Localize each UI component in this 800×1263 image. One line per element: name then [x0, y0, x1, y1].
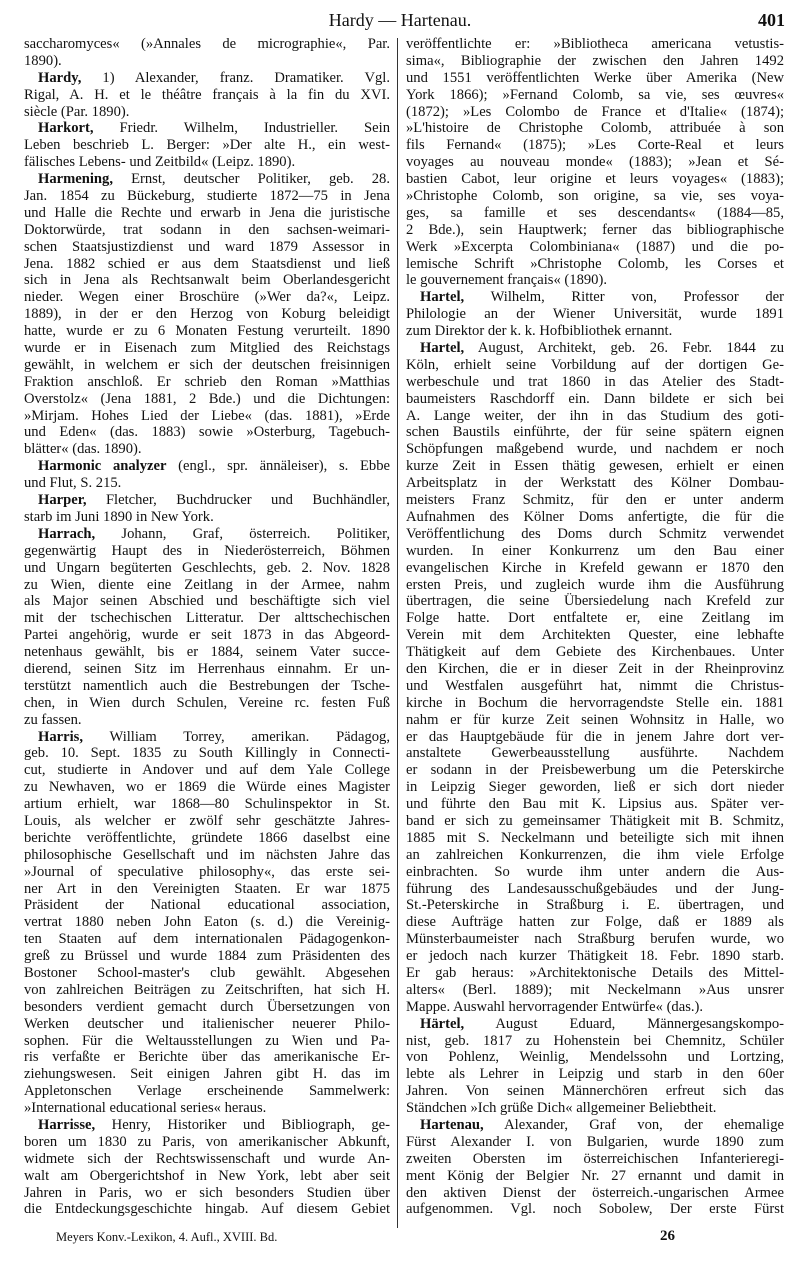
line-text: ges, sa famille et ses descendants« (1884—85, [406, 204, 784, 221]
text-line [406, 104, 784, 121]
entry-first-line [406, 340, 784, 357]
text-line [406, 729, 784, 746]
text-line [24, 137, 390, 154]
line-text: schen Baustils einführte, der für seine spätern eignen [406, 424, 784, 441]
entry-headword: Harrisse, [38, 1117, 96, 1133]
text-line [406, 897, 784, 914]
text-line [24, 1134, 390, 1151]
line-text: 2 Bde.), sein Hauptwerk; ferner das bibliographische [406, 221, 784, 238]
text-line [24, 509, 390, 526]
line-text: den aktiven Dienst der österreich.-ungarischen Armee [406, 1184, 784, 1201]
text-line [406, 53, 784, 70]
text-line [406, 239, 784, 256]
text-line [406, 323, 784, 340]
line-text: und Westfalen ausgeführt hat, nimmt die Christus- [406, 677, 784, 694]
line-text: Thätigkeit auf dem Gebiete des Kirchenbaues. Unter [406, 644, 784, 661]
text-line [406, 256, 784, 273]
line-text: wurden. In einer Konkurrenz um den Bau einer [406, 542, 784, 559]
line-text: werbeschule und trat 1860 in das Atelier des Stadt- [406, 373, 784, 390]
text-line [24, 897, 390, 914]
text-line [406, 593, 784, 610]
text-line [24, 948, 390, 965]
line-text: Fletcher, Buchdrucker und Buchhändler, [86, 492, 390, 509]
line-text: blätter« (das. 1890). [24, 441, 142, 458]
line-text: kurze Zeit in Essen thätig gewesen, erhielt er einen [406, 458, 784, 475]
line-text: Veröffentlichung des Doms durch Schmitz verwendet [406, 525, 784, 542]
text-line [406, 492, 784, 509]
line-text: geb. 10. Sept. 1835 zu South Killingly in Connecti- [24, 745, 390, 762]
text-line [24, 560, 390, 577]
line-text: zum Direktor der k. k. Hofbibliothek ernannt. [406, 323, 673, 340]
line-text: August Eduard, Männergesangskompo- [464, 1015, 784, 1032]
text-line [24, 627, 390, 644]
text-line [24, 1201, 390, 1218]
entry-headword: Harkort, [38, 120, 94, 137]
text-line [406, 712, 784, 729]
text-line [406, 526, 784, 543]
page-number: 401 [758, 10, 785, 30]
entry-headword: Harmonic analyzer [38, 458, 167, 475]
line-text: und Flut, S. 215. [24, 475, 122, 492]
line-text: aufgenommen. Vgl. noch Sobolew, Der erste Fürst [406, 1201, 784, 1218]
text-line [24, 796, 390, 813]
text-line [24, 239, 390, 256]
line-text: berichte veröffentlichte, gründete 1866 daselbst eine [24, 829, 390, 846]
text-line [406, 745, 784, 762]
text-line [24, 695, 390, 712]
line-text: alters« (Berl. 1889); mit Neckelmann »Aus unsrer [406, 981, 784, 998]
line-text: er sodann in der Preisbewerbung um die Peterskirche [406, 762, 784, 779]
line-text: ner Art in den Vereinigten Staaten. Er war 1875 [24, 880, 390, 897]
line-text: Er gab heraus: »Architektonische Details des Mittel- [406, 964, 784, 981]
line-text: wurde er in Eisenach zum Mitglied des Reichstags [24, 340, 390, 357]
text-line [406, 120, 784, 137]
entry-headword: Harris, [38, 728, 83, 745]
running-head: Hardy — Hartenau. [328, 10, 472, 30]
line-text: vertrat 1880 neben John Eaton (s. d.) die Vereinig- [24, 914, 390, 931]
line-text: baumeisters Raschdorff ein. Dann bildete er sich bei [406, 390, 784, 407]
line-text: die Entdeckungsgeschichte hingab. Auf diesem Gebiet [24, 1201, 390, 1218]
entry-first-line [24, 729, 390, 746]
line-text: anstaltete Gewerbeausstellung ausführte. Nachdem [406, 745, 784, 762]
line-text: ment König der Belgier Nr. 27 ernannt und damit in [406, 1167, 784, 1184]
text-line [406, 1201, 784, 1218]
line-text: le gouvernement français« (1890). [406, 272, 607, 289]
line-text: netenhaus gewählt, bis er 1884, seinem Vater succe- [24, 644, 390, 661]
text-line [24, 982, 390, 999]
text-line [406, 948, 784, 965]
text-line [24, 1100, 390, 1117]
line-text: A. Lange weiter, der ihn in das Studium des goti- [406, 407, 784, 424]
line-text: 1889), in der er den Herzog von Koburg beleidigt [24, 306, 390, 323]
text-line [24, 205, 390, 222]
text-line [24, 931, 390, 948]
text-line [406, 982, 784, 999]
text-line [24, 593, 390, 610]
line-text: zu Newhaven, wo er 1869 die Würde eines Magister [24, 779, 390, 796]
line-text: nist, geb. 1817 zu Hohenstein bei Chemnitz, Schüler [406, 1032, 784, 1049]
entry-headword: Hartel, [420, 340, 465, 357]
line-text: und Ungarn begüterten Geschlechts, geb. 2. Nov. 1828 [24, 559, 390, 576]
line-text: Bostoner School-master's club gewählt. Abgesehen [24, 964, 390, 981]
text-line [406, 424, 784, 441]
entry-headword: Harmening, [38, 171, 113, 188]
line-text: Jahren in Paris, wo er sich besonders Studien über [24, 1184, 390, 1201]
text-line [406, 779, 784, 796]
text-line [24, 256, 390, 273]
text-line [24, 779, 390, 796]
line-text: besonders verdient gemacht durch Übersetzungen von [24, 998, 390, 1015]
line-text: St.-Peterskirche in Straßburg i. E. übertragen, und [406, 897, 784, 914]
text-line [406, 695, 784, 712]
text-line [406, 1033, 784, 1050]
text-line [24, 87, 390, 104]
text-line [406, 543, 784, 560]
text-line [24, 154, 390, 171]
entry-first-line [24, 526, 390, 543]
entry-first-line [24, 120, 390, 137]
text-line [24, 712, 390, 729]
text-line [406, 1083, 784, 1100]
text-line [406, 1100, 784, 1117]
line-text: hatte, wurde er zu 6 Monaten Festung verurteilt. 1890 [24, 323, 390, 340]
line-text: Partei angehörig, wurde er seit 1873 in das Abgeord- [24, 627, 390, 644]
line-text: (engl., spr. ännäleiser), s. Ebbe [166, 458, 390, 475]
line-text: meisters Franz Schmitz, für den er unter anderm [406, 492, 784, 509]
text-line [406, 813, 784, 830]
line-text: Friedr. Wilhelm, Industrieller. Sein [93, 120, 390, 137]
text-line [24, 661, 390, 678]
line-text: Mappe. Auswahl hervorragender Entwürfe« (das.). [406, 998, 704, 1015]
entry-headword: Harper, [38, 492, 87, 509]
line-text: Jena. 1882 schied er aus dem Staatsdienst und ließ [24, 255, 390, 272]
line-text: Köln, erhielt seine Vorbildung auf der dortigen Ge- [406, 356, 784, 373]
entry-first-line [406, 1117, 784, 1134]
text-line [406, 205, 784, 222]
text-line [24, 391, 390, 408]
line-text: Alexander, Graf von, der ehemalige [483, 1117, 784, 1133]
text-line [24, 340, 390, 357]
text-line [24, 678, 390, 695]
text-line [406, 830, 784, 847]
line-text: William Torrey, amerikan. Pädagog, [83, 728, 390, 745]
line-text: Johann, Graf, österreich. Politiker, [95, 525, 390, 542]
line-text: Ernst, deutscher Politiker, geb. 28. [113, 171, 390, 188]
entry-first-line [24, 492, 390, 509]
line-text: Werk »Excerpta Colombiniana« (1887) und die po- [406, 238, 784, 255]
line-text: den Kirchen, die er in dieser Zeit in der Rheinprovinz [406, 660, 784, 677]
line-text: ris verfaßte er Berichte über das amerikanische Er- [24, 1049, 390, 1066]
line-text: terstützt namentlich auch die Bestrebungen der Tsche- [24, 677, 390, 694]
line-text: kirche in Bochum die hervorragendste Stelle ein. 1881 [406, 694, 784, 711]
line-text: von Pohlenz, Weinlig, Mendelssohn und Lortzing, [406, 1049, 784, 1066]
line-text: einbrachten. So wurde ihm unter andern die Aus- [406, 863, 784, 880]
line-text: widmete sich der Rechtswissenschaft und wurde An- [24, 1150, 390, 1167]
line-text: er das Hauptgebäude für die in jenem Jahre dort ver- [406, 728, 784, 745]
line-text: Arbeitsplatz in der Werkstatt des Kölner Dombau- [406, 475, 784, 492]
text-line [24, 577, 390, 594]
line-text: Overstolz« (Jena 1881, 2 Bde.) und die Dichtungen: [24, 390, 390, 407]
text-line [24, 1185, 390, 1202]
text-line [406, 441, 784, 458]
line-text: (1872); »Les Colombo de France et d'Italie« (1874); [406, 103, 784, 120]
entry-first-line [24, 171, 390, 188]
line-text: bastien Cabot, leur origine et leurs voyages« (1883); [406, 171, 784, 188]
entry-first-line [24, 1117, 390, 1134]
entry-first-line [24, 458, 390, 475]
line-text: zu fassen. [24, 711, 82, 728]
entry-headword: Hardy, [38, 69, 82, 86]
text-line [24, 1066, 390, 1083]
line-text: und Eden« (das. 1883) sowie »Osterburg, Tagebuch- [24, 424, 390, 441]
text-line [406, 1168, 784, 1185]
line-text: lemische Schrift »Christophe Colomb, les Corses et [406, 255, 784, 272]
line-text: Henry, Historiker und Bibliograph, ge- [95, 1117, 390, 1133]
text-line [406, 171, 784, 188]
text-line [24, 441, 390, 458]
text-line [24, 610, 390, 627]
footer-imprint: Meyers Konv.-Lexikon, 4. Aufl., XVIII. Bd. [56, 1230, 278, 1244]
text-line [24, 999, 390, 1016]
line-text: Jahren. Von seinen Männerchören erfreut sich das [406, 1083, 784, 1100]
entry-headword: Hartenau, [420, 1117, 484, 1133]
text-line [24, 1083, 390, 1100]
text-line [24, 53, 390, 70]
line-text: Appletonschen Verlage erscheinende Sammelwerk: [24, 1083, 390, 1100]
text-line [24, 104, 390, 121]
line-text: voyages au nouveau monde« (1883); »Jean et Sé- [406, 154, 784, 171]
text-line [24, 762, 390, 779]
line-text: Fraktion anschloß. Er schrieb den Roman »Matthias [24, 373, 390, 390]
text-line [24, 475, 390, 492]
line-text: gegenwärtig Haupt des in Niederösterreich, Böhmen [24, 542, 390, 559]
entry-headword: Harrach, [38, 525, 96, 542]
line-text: von zahlreichen Beiträgen zu Zeitschriften, hat sich H. [24, 981, 390, 998]
text-line [24, 847, 390, 864]
line-text: mit der tschechischen Litteratur. Der alttschechischen [24, 610, 390, 627]
entry-headword: Härtel, [420, 1015, 465, 1032]
text-line [406, 1151, 784, 1168]
line-text: an zahlreichen Konkurrenzen, die ihm viele Erfolge [406, 846, 784, 863]
line-text: band er sich zu gemeinsamer Thätigkeit mit B. Schmitz, [406, 812, 784, 829]
line-text: starb im Juni 1890 in New York. [24, 508, 214, 525]
line-text: nahm er für kurze Zeit seinen Wohnsitz in Halle, wo [406, 711, 784, 728]
line-text: ziehungswesen. Seit einigen Jahren gibt H. das im [24, 1066, 390, 1083]
line-text: diese Aufträge hatten zur Folge, daß er 1889 als [406, 914, 784, 931]
line-text: sich in Jena als Rechtsanwalt beim Oberlandesgericht [24, 272, 390, 289]
line-text: Verein mit dem Architekten Quester, eine lebhafte [406, 627, 784, 644]
line-text: philosophische Gesellschaft und im nächsten Jahre das [24, 846, 390, 863]
line-text: Präsident der National educational association, [24, 897, 390, 914]
line-text: evangelischen Kirche in Krefeld gewann er 1870 den [406, 559, 784, 576]
line-text: zu Wien, diente eine Zeitlang in der Armee, nahm [24, 576, 390, 593]
line-text: er jedoch nach kurzer Thätigkeit 18. Febr. 1890 starb. [406, 948, 784, 965]
text-line [24, 813, 390, 830]
text-line [406, 306, 784, 323]
text-line [24, 188, 390, 205]
line-text: Wilhelm, Ritter von, Professor der [464, 289, 784, 306]
line-text: fälisches Lebens- und Zeitbild« (Leipz. 1890). [24, 154, 296, 171]
line-text: Werken deutscher und italienischer neuerer Philo- [24, 1015, 390, 1032]
text-line [24, 374, 390, 391]
line-text: nieder. Wegen einer Broschüre (»Wer da?«, Leipz. [24, 289, 390, 306]
text-line [406, 577, 784, 594]
text-line [24, 543, 390, 560]
line-text: Jan. 1854 zu Bückeburg, studierte 1872—75 in Jena [24, 188, 390, 205]
line-text: Schöpfungen maßgebend wurde, und nachdem er noch [406, 441, 784, 458]
line-text: ten Staaten auf dem internationalen Pädagogenkon- [24, 931, 390, 948]
line-text: 1) Alexander, franz. Dramatiker. Vgl. [81, 69, 390, 86]
text-line [24, 357, 390, 374]
line-text: walt am Obergerichtshof in New York, lebt aber seit [24, 1167, 390, 1184]
text-line [24, 830, 390, 847]
line-text: »Mirjam. Hohes Lied der Liebe« (das. 1881), »Erde [24, 407, 390, 424]
text-line [24, 306, 390, 323]
text-line [406, 881, 784, 898]
line-text: und Halle die Rechte und erwarb in Jena die juristische [24, 204, 390, 221]
line-text: schen Staatsjustizdienst und ward 1879 Assessor in [24, 238, 390, 255]
signature-mark: 26 [660, 1228, 675, 1244]
line-text: Münsterbaumeister nach Straßburg berufen wurde, wo [406, 931, 784, 948]
line-text: boren um 1830 zu Paris, von amerikanischer Abkunft, [24, 1133, 390, 1150]
line-text: sima«, Bibliographie der zwischen den Jahren 1492 [406, 52, 784, 69]
entry-first-line [406, 289, 784, 306]
text-line [406, 374, 784, 391]
line-text: führung des Landesausschußgebäudes und der Jung- [406, 880, 784, 897]
text-line [406, 762, 784, 779]
text-line [406, 1185, 784, 1202]
line-text: fils Fernand« (1875); »Les Corte-Real et leurs [406, 137, 784, 154]
text-line [24, 745, 390, 762]
line-text: gewählt, in welchem er sich der deutschen freisinnigen [24, 356, 390, 373]
line-text: Leben beschrieb L. Berger: »Der alte H., ein west- [24, 137, 390, 154]
text-line [406, 408, 784, 425]
line-text: Fürst Alexander I. von Bulgarien, wurde 1890 zum [406, 1133, 784, 1150]
text-line [406, 36, 784, 53]
text-line [406, 644, 784, 661]
line-text: Aufnahmen des Kölner Doms anfertigte, die für die [406, 508, 784, 525]
line-text: York 1866); »Fernand Colomb, sa vie, ses œuvres« [406, 86, 784, 103]
text-line [406, 847, 784, 864]
line-text: und führte den Bau mit K. Lipsius aus. Später ver- [406, 796, 784, 813]
line-text: übertragen, die seine Übersiedelung nach Krefeld zur [406, 593, 784, 610]
text-line [24, 1168, 390, 1185]
line-text: sophen. Für die Weltausstellungen zu Wien und Pa- [24, 1032, 390, 1049]
line-text: chen, in Wien durch Schulen, Vereine rc. festen Fuß [24, 694, 390, 711]
text-line [406, 560, 784, 577]
text-line [24, 289, 390, 306]
text-line [24, 323, 390, 340]
line-text: artium erhielt, war 1868—80 Schulinspektor in St. [24, 796, 390, 813]
text-line [24, 36, 390, 53]
text-line [406, 1066, 784, 1083]
text-line [406, 222, 784, 239]
left-column [24, 36, 390, 1218]
text-line [406, 458, 784, 475]
text-line [24, 1033, 390, 1050]
text-line [24, 864, 390, 881]
text-line [406, 999, 784, 1016]
line-text: »L'histoire de Christophe Colomb, attribuée à son [406, 120, 784, 137]
text-line [406, 931, 784, 948]
line-text: als Major seinen Abschied und beschäftigte sich viel [24, 593, 390, 610]
text-line [406, 70, 784, 87]
line-text: saccharomyces« (»Annales de micrographie«, Par. [24, 36, 390, 52]
entry-headword: Hartel, [420, 289, 465, 306]
line-text: veröffentlichte er: »Bibliotheca americana vetustis- [406, 36, 784, 52]
line-text: Philologie an der Wiener Universität, wurde 1891 [406, 306, 784, 323]
text-line [24, 222, 390, 239]
line-text: 1890). [24, 52, 62, 69]
text-line [24, 644, 390, 661]
line-text: Louis, als welcher er zwölf sehr geschätzte Jahres- [24, 812, 390, 829]
text-line [24, 1151, 390, 1168]
text-line [406, 1134, 784, 1151]
text-line [406, 475, 784, 492]
line-text: »Christophe Colomb, son origine, sa vie, ses voya- [406, 188, 784, 205]
text-line [406, 965, 784, 982]
line-text: dierend, seinen Sitz im Herrenhaus einnahm. Er un- [24, 660, 390, 677]
line-text: zweiten Obersten im österreichischen Infanterieregi- [406, 1150, 784, 1167]
line-text: »Journal of speculative philosophy«, das erste sei- [24, 863, 390, 880]
line-text: Folge hatte. Dort entfaltete er, eine Zeitlang im [406, 610, 784, 627]
text-line [24, 914, 390, 931]
line-text: Doktorwürde, trat sodann in den sachsen-weimari- [24, 221, 390, 238]
text-line [406, 864, 784, 881]
text-line [406, 87, 784, 104]
text-line [406, 678, 784, 695]
line-text: ersten Preis, und zugleich wurde ihm die Ausführung [406, 576, 784, 593]
text-line [406, 357, 784, 374]
line-text: Ständchen »Ich grüße Dich« allgemeiner Beliebtheit. [406, 1100, 717, 1117]
entry-first-line [24, 70, 390, 87]
line-text: 1885 mit S. Neckelmann und beteiligte sich mit ihnen [406, 829, 784, 846]
line-text: cut, studierte in Andover und auf dem Yale College [24, 762, 390, 779]
text-line [24, 881, 390, 898]
line-text: lebte als Lehrer in Leipzig und starb in den 60er [406, 1066, 784, 1083]
text-line [406, 509, 784, 526]
text-line [406, 1049, 784, 1066]
entry-first-line [406, 1016, 784, 1033]
text-line [24, 1016, 390, 1033]
text-line [406, 188, 784, 205]
text-line [406, 914, 784, 931]
text-line [406, 391, 784, 408]
text-line [24, 408, 390, 425]
text-line [406, 272, 784, 289]
text-line [24, 272, 390, 289]
text-line [24, 1049, 390, 1066]
text-line [24, 424, 390, 441]
line-text: siècle (Par. 1890). [24, 103, 130, 120]
text-line [406, 627, 784, 644]
text-line [24, 965, 390, 982]
text-line [406, 661, 784, 678]
column-divider [397, 38, 398, 1228]
text-line [406, 154, 784, 171]
line-text: in Leipzig Sieger geworden, ließ er sich dort nieder [406, 779, 784, 796]
line-text: Rigal, A. H. et le théâtre français à la fin du XVI. [24, 86, 390, 103]
text-line [406, 610, 784, 627]
line-text: und 1551 veröffentlichten Werke über Amerika (New [406, 69, 784, 86]
text-line [406, 137, 784, 154]
text-line [406, 796, 784, 813]
line-text: August, Architekt, geb. 26. Febr. 1844 zu [464, 340, 784, 357]
line-text: greß zu Brüssel und wurde 1884 zum Präsidenten des [24, 948, 390, 965]
right-column [406, 36, 784, 1218]
line-text: »International educational series« heraus. [24, 1100, 267, 1117]
